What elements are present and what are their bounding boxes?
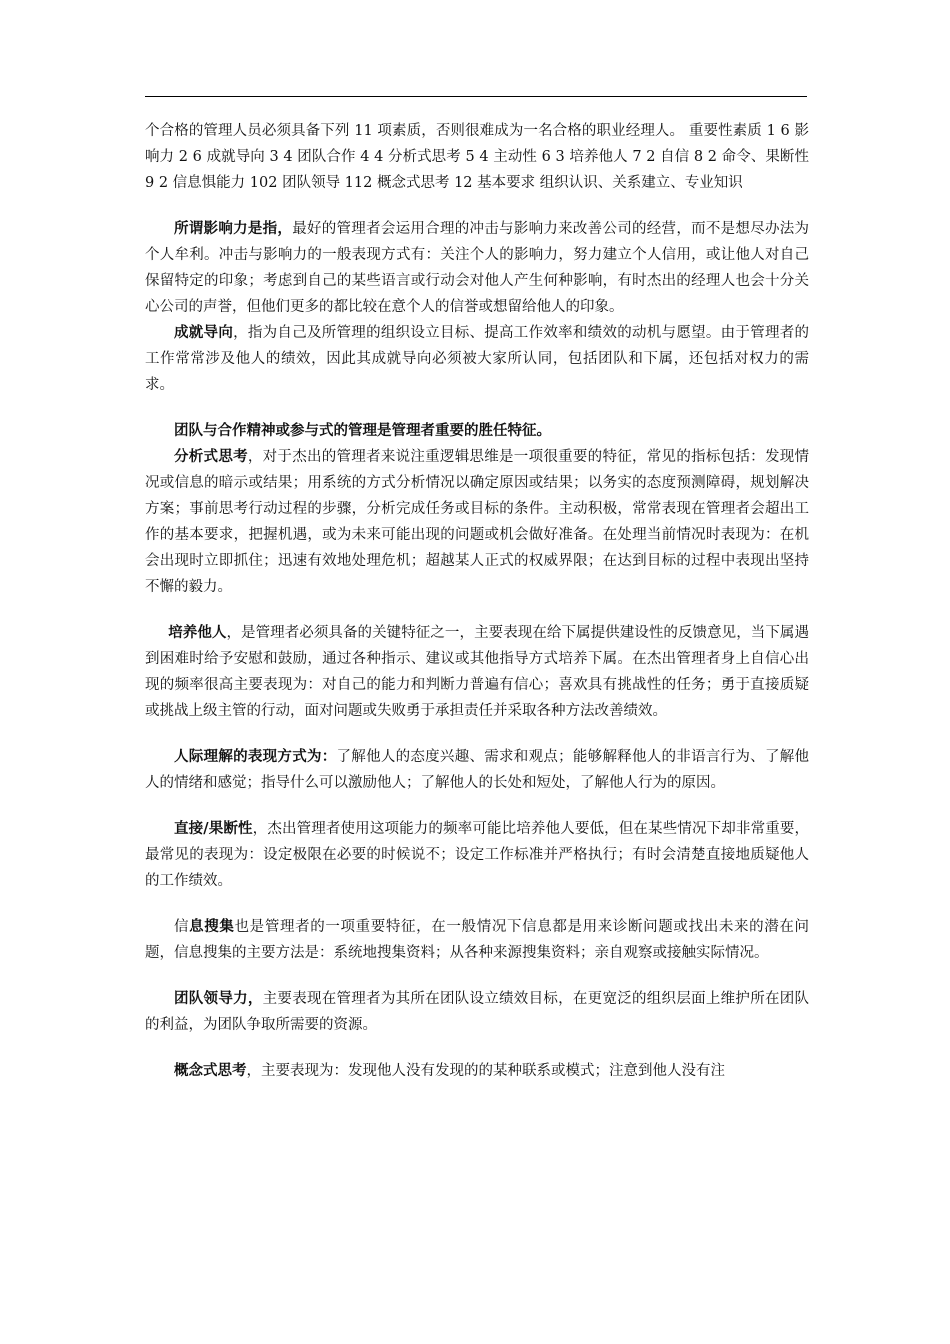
teamwork-paragraph	[145, 418, 809, 444]
decisive-heading: 直接/果断性	[174, 820, 253, 837]
influence-paragraph	[145, 216, 809, 320]
leadership-text: 主要表现在管理者为其所在团队设立绩效目标，在更宽泛的组织层面上维护所在团队的利益，为团队争取所需要的资源。	[145, 991, 810, 1033]
info-prefix: 信	[174, 919, 190, 935]
leadership-heading: 团队领导力，	[174, 990, 263, 1007]
achievement-heading: 成就导向	[174, 324, 234, 341]
teamwork-heading: 团队与合作精神或参与式的管理是管理者重要的胜任特征。	[174, 422, 551, 439]
decisive-paragraph	[145, 816, 809, 894]
analytical-text: ，对于杰出的管理者来说注重逻辑思维是一项很重要的特征，常见的指标包括：发现情况或信息的暗示或结果；用系统的方式分析情况以确定原因或结果；以务实的态度预测障碍，规划解决方案；事前思考行动过程的步骤，分析完成任务或目标的条件。主动积极，常常表现在管理者会超出工作的基本要求，把握机遇，或为未来可能出现的问题或机会做好准备。在处理当前情况时表现为：在机会出现时立即抓住；迅速有效地处理危机；超越某人正式的权威界限；在达到目标的过程中表现出坚持不懈的毅力。	[145, 449, 810, 595]
develop-paragraph	[145, 620, 809, 724]
interpersonal-heading: 人际理解的表现方式为：	[174, 748, 337, 765]
leadership-paragraph	[145, 986, 809, 1038]
info-text: 也是管理者的一项重要特征，在一般情况下信息都是用来诊断问题或找出未来的潜在问题，信息搜集的主要方法是：系统地搜集资料；从各种来源搜集资料；亲自观察或接触实际情况。	[145, 919, 810, 961]
develop-text: ，是管理者必须具备的关键特征之一，主要表现在给下属提供建设性的反馈意见，当下属遇到困难时给予安慰和鼓励，通过各种指示、建议或其他指导方式培养下属。在杰出管理者身上自信心出现的频率很高主要表现为：对自己的能力和判断力普遍有信心；喜欢具有挑战性的任务；勇于直接质疑或挑战上级主管的行动，面对问题或失败勇于承担责任并采取各种方法改善绩效。	[145, 625, 810, 719]
achievement-text: ，指为自己及所管理的组织设立目标、提高工作效率和绩效的动机与愿望。由于管理者的工作常常涉及他人的绩效，因此其成就导向必须被大家所认同，包括团队和下属，还包括对权力的需求。	[145, 325, 810, 393]
header-rule	[145, 96, 807, 97]
info-paragraph	[145, 914, 809, 966]
conceptual-paragraph	[145, 1058, 809, 1084]
interpersonal-text: 了解他人的态度兴趣、需求和观点；能够解释他人的非语言行为、了解他人的情绪和感觉；指导什么可以激励他人；了解他人的长处和短处，了解他人行为的原因。	[145, 749, 810, 791]
influence-text: 最好的管理者会运用合理的冲击与影响力来改善公司的经营，而不是想尽办法为个人牟利。冲击与影响力的一般表现方式有：关注个人的影响力，努力建立个人信用，或让他人对自己保留特定的印象；考虑到自己的某些语言或行动会对他人产生何种影响，有时杰出的经理人也会十分关心公司的声誉，但他们更多的都比较在意个人的信誉或想留给他人的印象。	[145, 221, 810, 315]
decisive-text: ，杰出管理者使用这项能力的频率可能比培养他人要低，但在某些情况下却非常重要，最常见的表现为：设定极限在必要的时候说不；设定工作标准并严格执行；有时会清楚直接地质疑他人的工作绩效。	[145, 821, 810, 889]
analytical-heading: 分析式思考	[174, 448, 248, 465]
develop-heading: 培养他人	[168, 624, 227, 641]
document-body	[145, 118, 809, 1084]
conceptual-text: ，主要表现为：发现他人没有发现的的某种联系或模式；注意到他人没有注	[246, 1063, 725, 1079]
achievement-paragraph	[145, 320, 809, 398]
intro-paragraph: 个合格的管理人员必须具备下列 11 项素质，否则很难成为一名合格的职业经理人。 重要性素质 1 6 影响力 2 6 成就导向 3 4 团队合作 4 4 分析式思考 5 4 主动性 6 3 培养他人 7 2 自信 8 2 命令、果断性 9 2 信息惧能力 102 团队领导 112 概念式思考 12 基本要求 组织认识、关系建立、专业知识	[145, 123, 809, 191]
analytical-paragraph	[145, 444, 809, 600]
conceptual-heading: 概念式思考	[174, 1062, 247, 1079]
info-heading: 息搜集	[189, 918, 235, 935]
interpersonal-paragraph	[145, 744, 809, 796]
influence-heading: 所谓影响力是指，	[174, 220, 293, 237]
